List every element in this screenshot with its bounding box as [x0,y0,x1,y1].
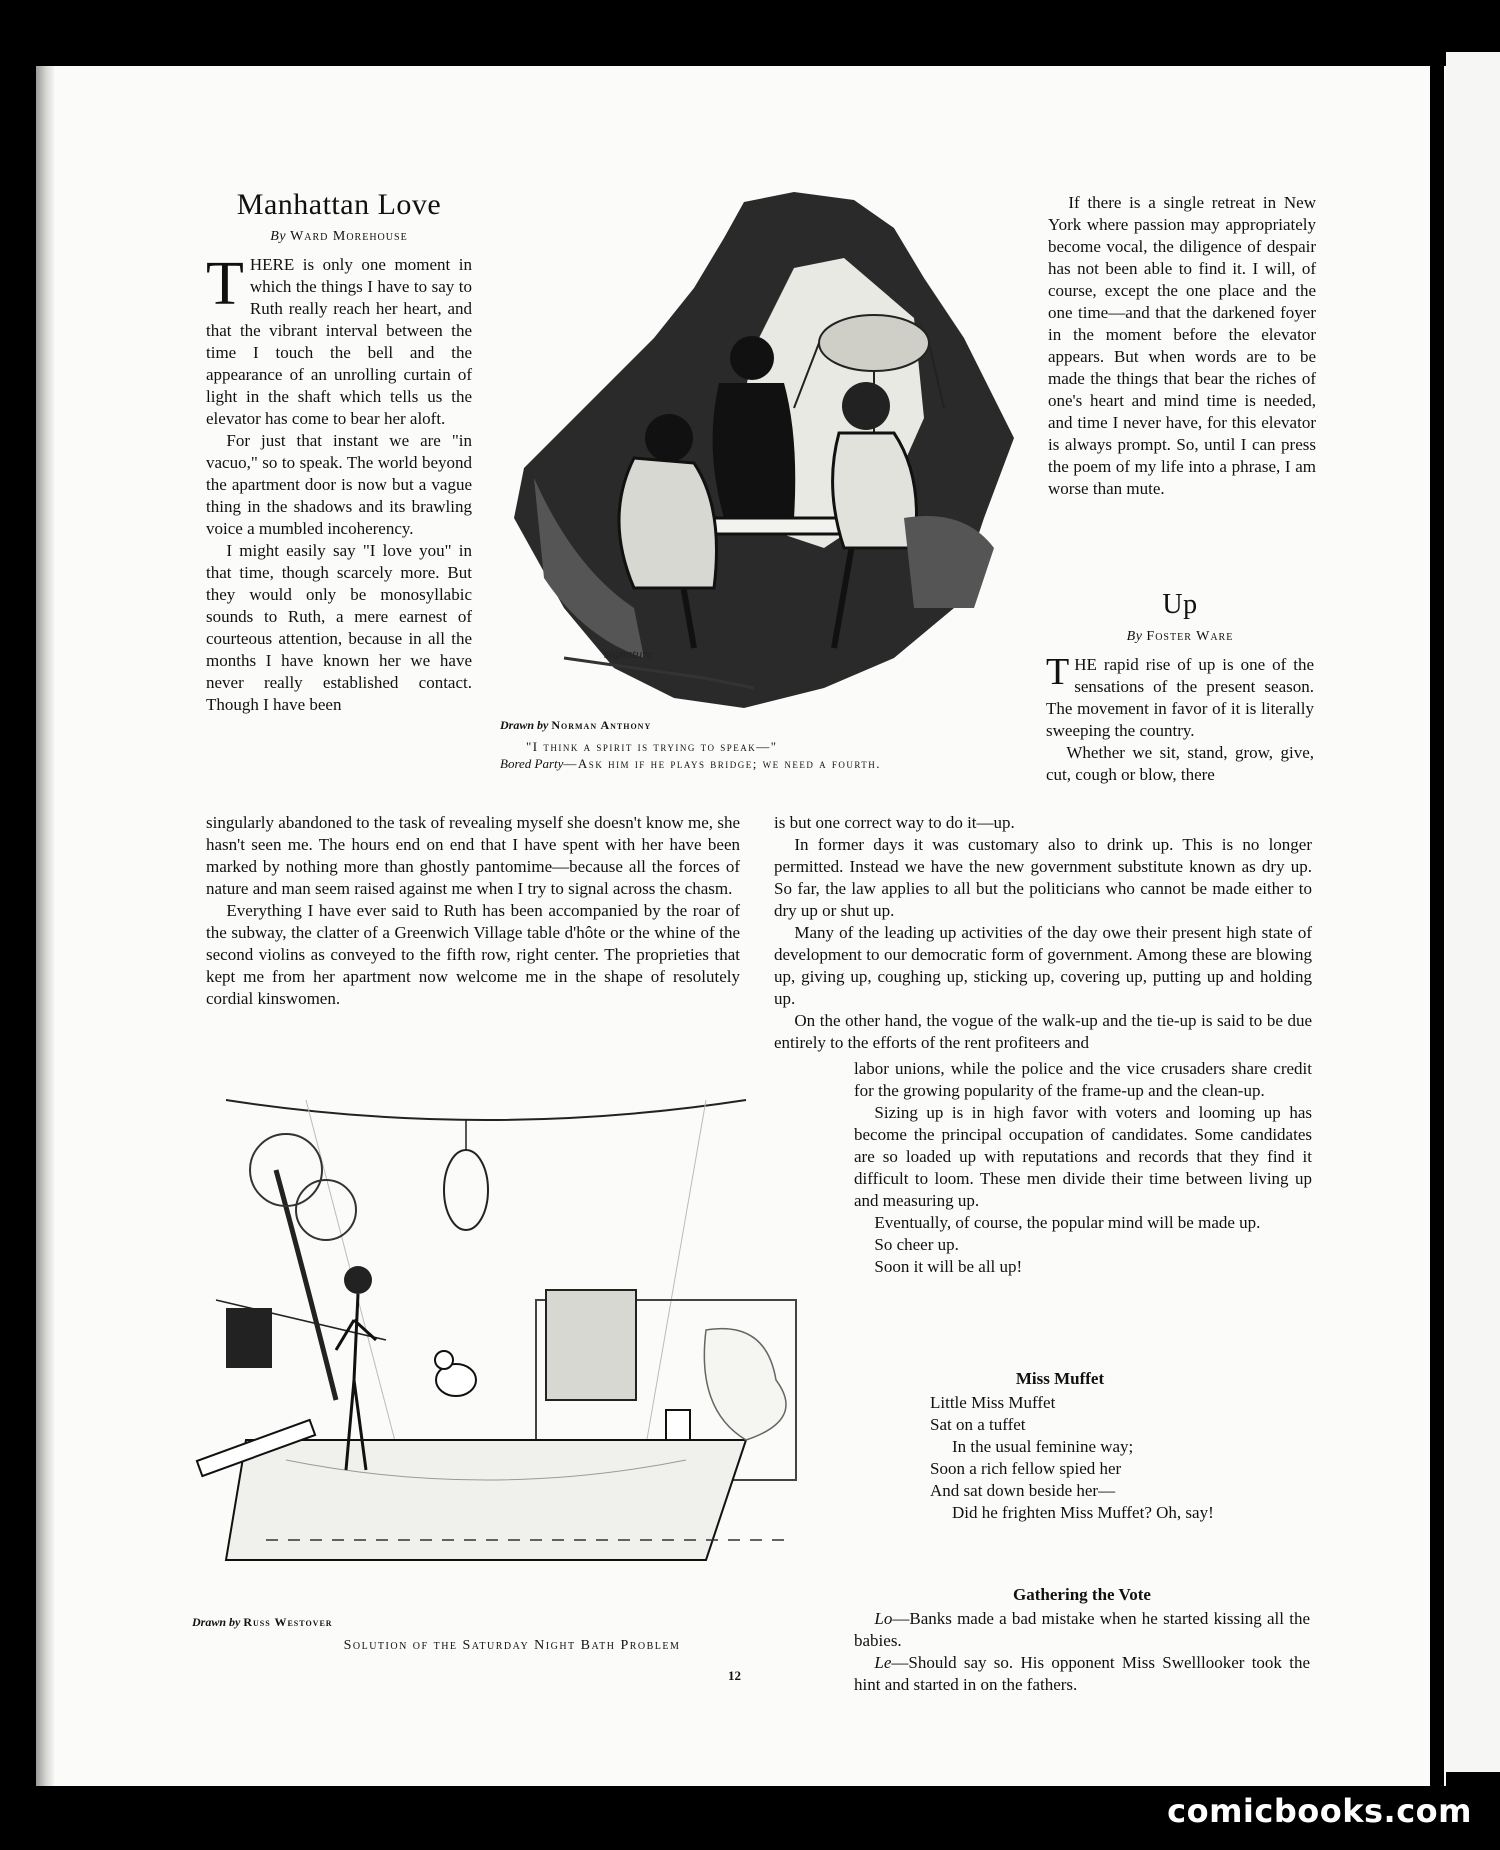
paragraph: singularly abandoned to the task of revealing myself she doesn't know me, she hasn't seen me. The hours end on end that I have spent with her have been marked by nothing more than ghostly pantomime—because all the forces of nature and man seem raised against me when I try to signal across the chasm. [206,813,740,898]
paragraph: If there is a single retreat in New York where passion may appropriately become vocal, the diligence of despair has not been able to find it. I will, of course, except the one place and the one time—and that the darkened foyer in the moment before the elevator appears. But when words are to be made the things that bear the riches of one's heart and mind time is needed, and time I never have, for this elevator is always prompt. So, until I can press the poem of my life into a phrase, I am worse than mute. [1048,193,1316,498]
bath-cartoon-caption [192,1614,792,1654]
drop-cap: T [206,250,244,318]
paragraph: For just that instant we are "in vacuo," so to speak. The world beyond the apartment door is now but a vague thing in the shadows and its brawling voice a mumbled incoherency. [206,431,472,538]
article-manhattan-love-continuation [206,812,740,1010]
bridge-cartoon-caption [500,717,1000,772]
page-number: 12 [728,1668,741,1683]
paragraph: Everything I have ever said to Ruth has been accompanied by the roar of the subway, the clatter of a Greenwich Village table d'hôte or the whine of the second violins as conveyed to the fifth row, right center. The proprieties that kept me from her apartment now welcome me in the shape of resolutely cordial kinswomen. [206,901,740,1008]
poem-line: Sat on a tuffet [930,1415,1026,1434]
article-manhattan-love-column [206,188,472,716]
poem-lines [930,1392,1290,1524]
article-byline: By Ward Morehouse [270,229,408,244]
poem-line: Little Miss Muffet [930,1393,1056,1412]
cartoon-caption-text: Solution of the Saturday Night Bath Problem [343,1638,681,1653]
joke-line: Lo—Banks made a bad mistake when he started kissing all the babies. [854,1609,1310,1650]
cartoon-dialogue: "I think a spirit is trying to speak—" Bored Party—Ask him if he plays bridge; we need a fourth. [500,739,882,771]
paragraph: Eventually, of course, the popular mind will be made up. [874,1213,1261,1232]
paragraph: In former days it was customary also to drink up. This is no longer permitted. Instead we have the new government substitute known as dry up. So far, the law applies to all but the politicians who cannot be made either to dry up or shut up. [774,835,1312,920]
watermark: comicbooks.com [1167,1792,1472,1830]
paragraph: Whether we sit, stand, grow, give, cut, cough or blow, there [1046,743,1314,784]
article-up-narrow-column [854,1058,1312,1278]
article-up-column [1046,588,1314,786]
joke-gathering-the-vote [854,1584,1310,1696]
poem-line: Did he frighten Miss Muffet? Oh, say! [952,1503,1214,1522]
paragraph: On the other hand, the vogue of the walk-up and the tie-up is said to be due entirely to the efforts of the rent profiteers and [774,1011,1312,1052]
article-title: Manhattan Love [236,188,442,221]
drop-cap: T [1046,651,1070,693]
article-title: Up [1162,589,1198,620]
adjacent-page-edge [1446,52,1500,1772]
paragraph: labor unions, while the police and the vice crusaders share credit for the growing popularity of the frame-up and the clean-up. [854,1059,1312,1100]
joke-title: Gathering the Vote [1013,1585,1151,1604]
article-up-continuation [774,812,1312,1054]
poem-title: Miss Muffet [1015,1369,1105,1388]
poem-line: Soon a rich fellow spied her [930,1459,1122,1478]
poem-line: In the usual feminine way; [952,1437,1134,1456]
paragraph: Many of the leading up activities of the day owe their present high state of development to our democratic form of government. Among these are blowing up, giving up, coughing up, sticking up, covering up, putting up and holding up. [774,923,1312,1008]
page-edge [36,66,54,1786]
joke-line: Le—Should say so. His opponent Miss Swelllooker took the hint and started in on the fathers. [854,1653,1310,1694]
bridge-party-illustration [494,188,1034,720]
paragraph: Soon it will be all up! [874,1257,1023,1276]
paragraph: So cheer up. [874,1235,959,1254]
svg-text:signature: signature [604,646,653,661]
artist-credit: Drawn by Norman Anthony [500,718,652,732]
article-byline: By Foster Ware [1126,629,1234,644]
paragraph: Sizing up is in high favor with voters and looming up has become the principal occupation of candidates. Some candidates are so loaded up with reputations and records that they find it difficult to loom. These men divide their time between living up and measuring up. [854,1103,1312,1210]
poem-line: And sat down beside her— [930,1481,1116,1500]
paragraph: is but one correct way to do it—up. [774,813,1015,832]
paragraph: THE rapid rise of up is one of the sensations of the present season. The movement in favor of it is literally sweeping the country. [1046,651,1314,740]
binding-gutter [1430,50,1444,1790]
artist-credit: Drawn by Russ Westover [192,1615,333,1629]
paragraph: THERE is only one moment in which the things I have to say to Ruth really reach her heart, and that the vibrant interval between the time I touch the bell and the appearance of an unrolling curtain of light in the shaft which tells us the elevator has come to bear her aloft. [206,250,472,428]
paragraph: I might easily say "I love you" in that time, though scarcely more. But they would only be monosyllabic sounds to Ruth, a mere earnest of courteous attention, because in all the months I have known her we have never really established contact. Though I have been [206,541,472,714]
bath-problem-illustration [186,1080,826,1610]
article-manhattan-love-right-column [1048,192,1316,500]
poem-miss-muffet [930,1368,1290,1524]
